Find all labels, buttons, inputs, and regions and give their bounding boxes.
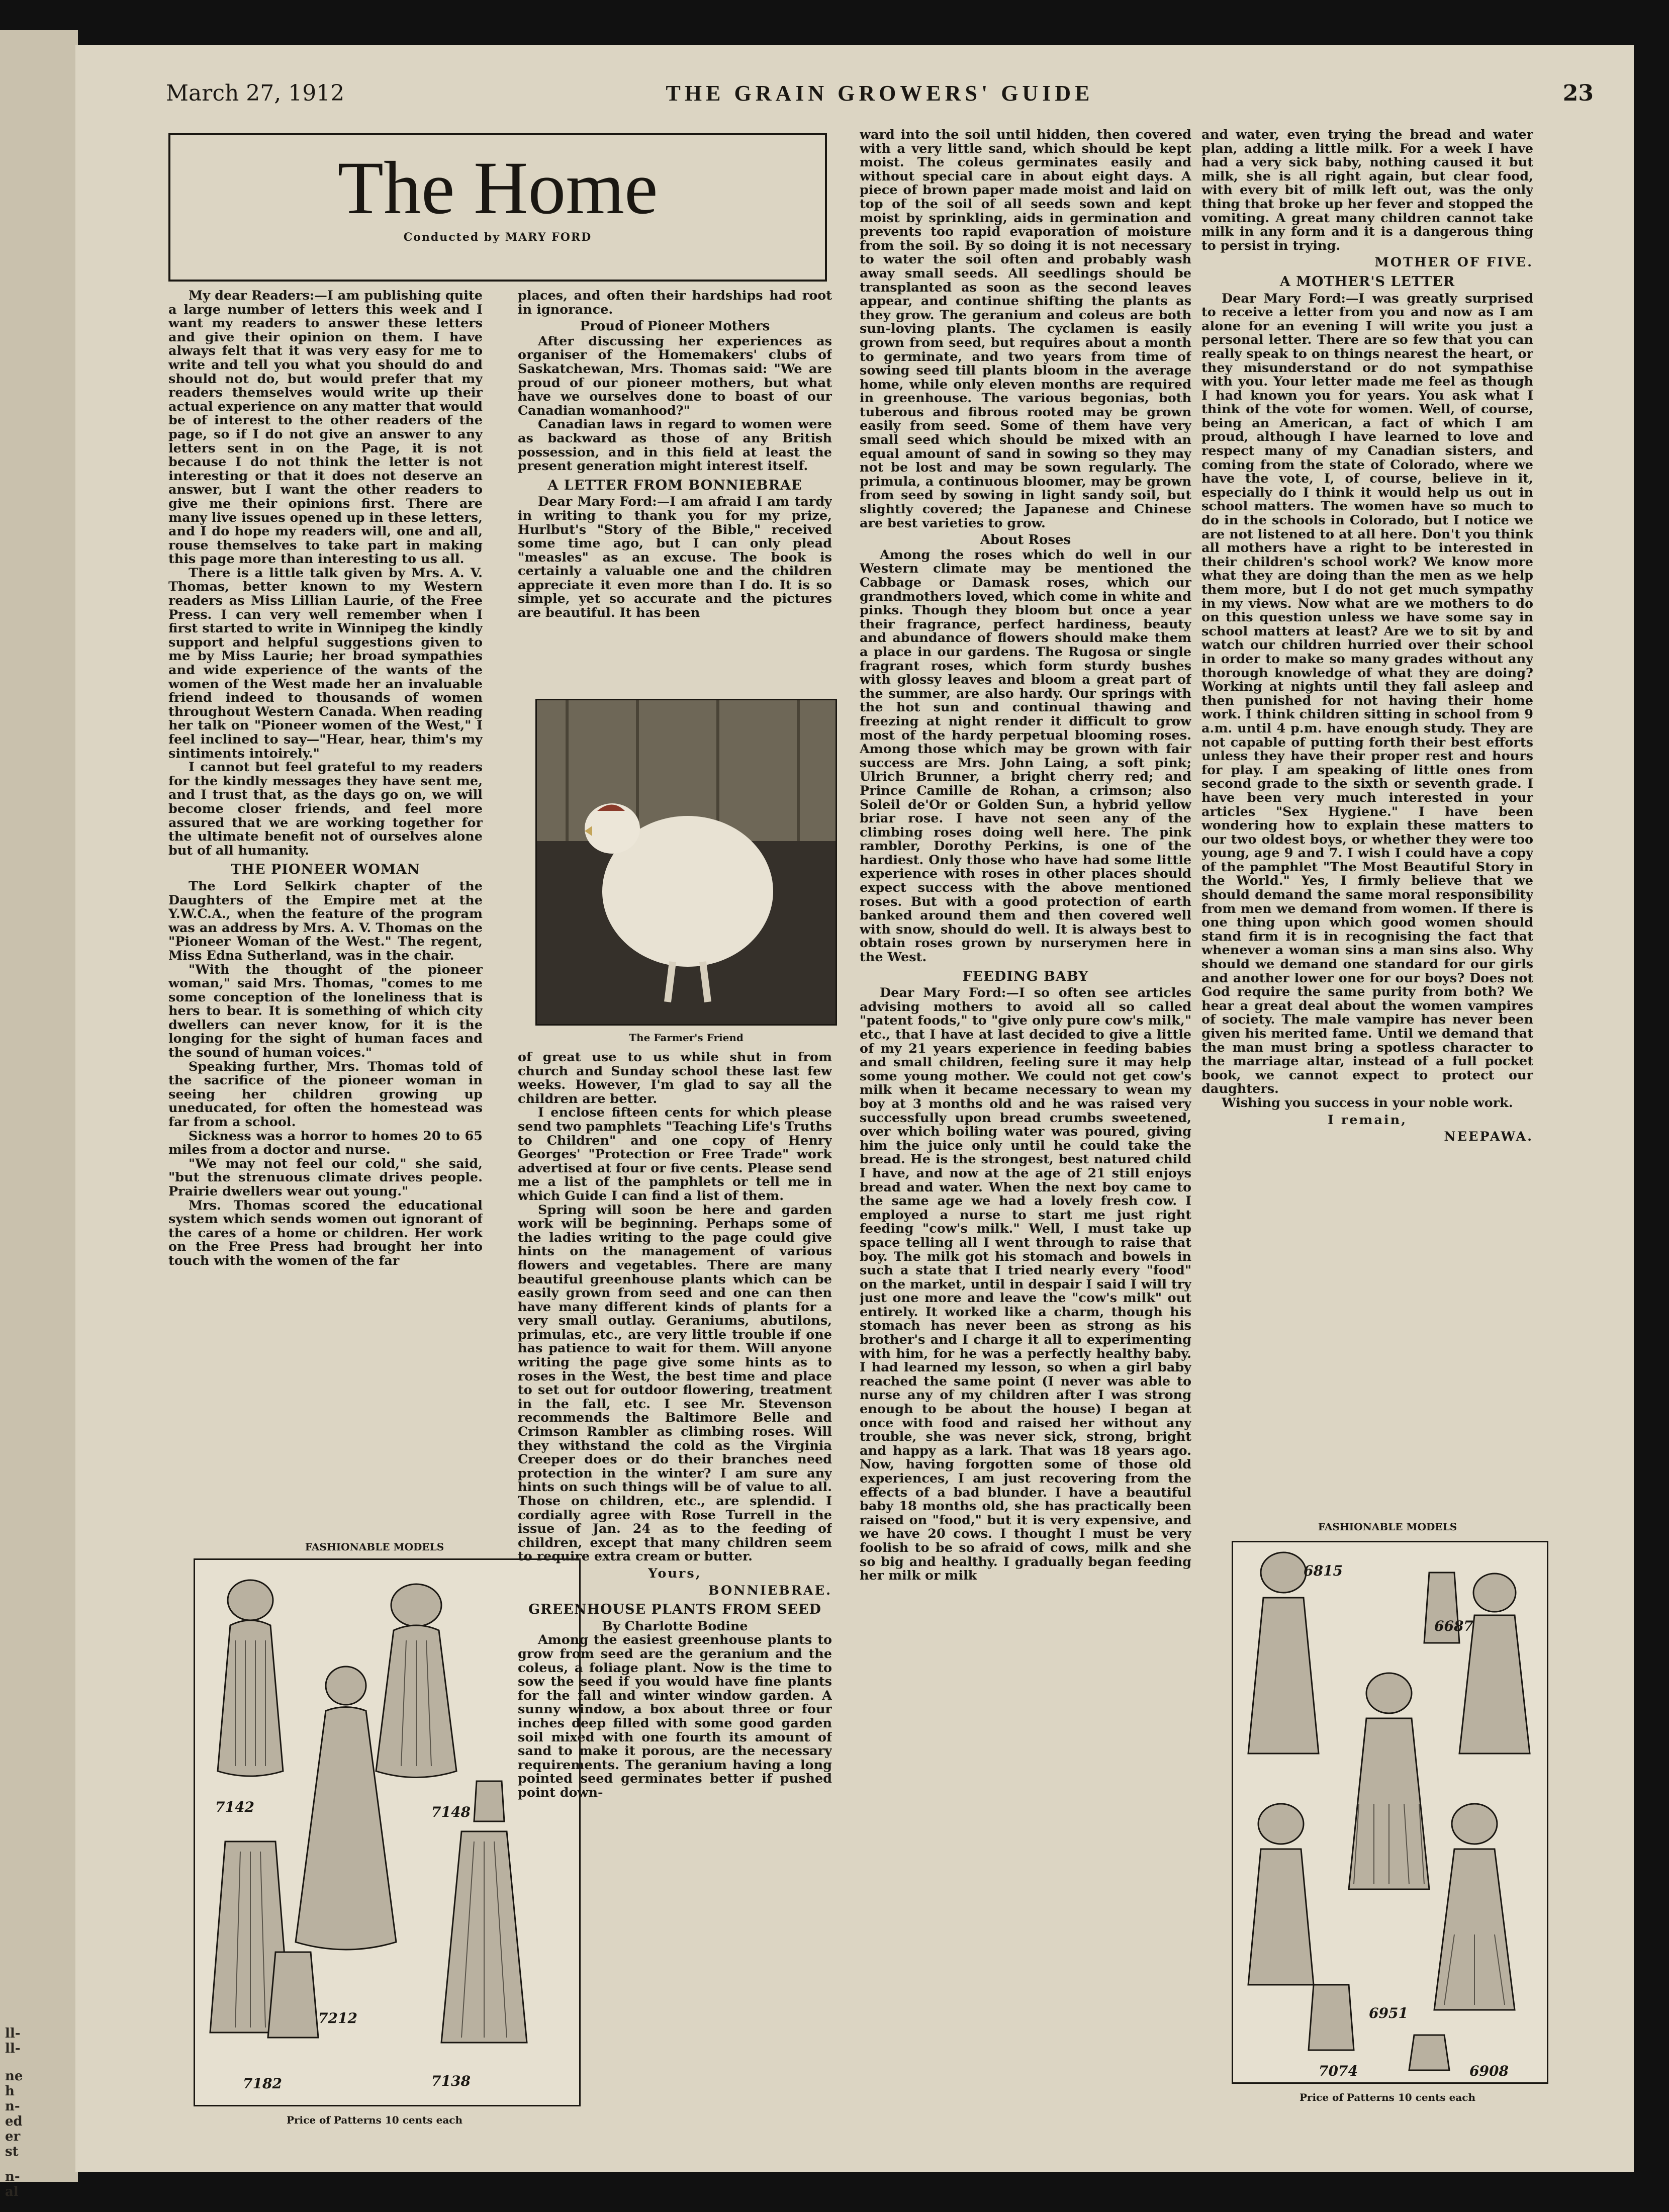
photo-caption: The Farmer's Friend [629,1032,744,1044]
pattern-number: 7148 [431,1804,471,1820]
pattern-number: 7182 [243,2075,282,2092]
prev-page-fragment: n- [5,2169,20,2184]
pattern-number: 6815 [1304,1562,1343,1579]
pattern-number: 6951 [1369,2005,1408,2021]
prev-page-fragment: ll- [5,2026,21,2041]
page-number: 23 [1562,80,1594,106]
paragraph: Speaking further, Mrs. Thomas told of the sacrifice of the pioneer woman in seeing her children growing up uneducated, for often the homestead was far from a school. [168,1059,483,1130]
signature-bonniebrae: BONNIEBRAE. [708,1583,832,1598]
prev-page-fragment: er [5,2129,21,2144]
paragraph: Sickness was a horror to homes 20 to 65 miles from a doctor and nurse. [168,1128,483,1158]
paragraph: Canadian laws in regard to women were as backward as those of any British possession, and in this field at least the present generation might interest itself. [518,417,832,474]
newspaper-title: THE GRAIN GROWERS' GUIDE [666,81,1094,106]
closing: I remain, [1327,1112,1408,1128]
headline-feeding-baby: FEEDING BABY [962,968,1089,984]
paragraph: I enclose fifteen cents for which please send two pamphlets "Teaching Life's Truths to Children" and one copy of Henry Georges' "Protection or Free Trade" work advertised at four or five cents. Please send me a list of the pamphlets or tell me in which Guide I can find a list of them. [518,1105,832,1204]
pattern-number: 7212 [318,2010,357,2026]
issue-date: March 27, 1912 [166,80,345,106]
paragraph: The Lord Selkirk chapter of the Daughters of the Empire met at the Y.W.C.A., when the feature of the program was an address by Mrs. A. V. Thomas on the "Pioneer Woman of the West." The regent, Miss Edna Sutherland, was in the chair. [168,878,483,963]
prev-page-fragment: h [5,2084,15,2099]
closing: Yours, [648,1565,702,1581]
pattern-number: 7142 [215,1799,254,1815]
fashion-illustration-right [1232,1541,1548,2084]
pattern-number: 6687 [1434,1618,1473,1634]
section-byline: Conducted by MARY FORD [403,231,592,244]
prev-page-fragment: ne [5,2069,23,2084]
prev-page-fragment: al [5,2184,19,2199]
paragraph: Among the easiest greenhouse plants to grow from seed are the geranium and the coleus, a foliage plant. Now is the time to sow the seed if you would have fine plants for the fall and winter window garden. A sunny window, a box about three or four inches deep filled with some good garden soil mixed with one fourth its amount of sand to make it porous, are the necessary requirements. The geranium having a long pointed seed germinates better if pushed point down- [518,1632,832,1800]
paragraph: "We may not feel our cold," she said, "but the strenuous climate drives people. Prairie dwellers wear out young." [168,1156,483,1199]
hen-image [537,700,836,1024]
signature-neepawa: NEEPAWA. [1444,1129,1533,1145]
column-2-top [518,289,832,709]
subhead-about-roses: About Roses [980,532,1071,548]
previous-page-margin [0,30,78,2199]
paragraph: After discussing her experiences as organiser of the Homemakers' clubs of Saskatchewan, Mrs. Thomas said: "We are proud of our pioneer mothers, but what have we ourselves done to boast of our Canadian womanhood?" [518,333,832,418]
paragraph: Among the roses which do well in our Western climate may be mentioned the Cabbage or Damask roses, which our grandmothers loved, which come in white and pinks. Though they bloom but once a year their fragrance, perfect hardiness, beauty and abundance of flowers should make them a place in our gardens. The Rugosa or single fragrant roses, which form sturdy bushes with glossy leaves and bloom a great part of the summer, are also hardy. Our springs with the hot sun and continual thawing and freezing at night render it difficult to grow most of the hardy perpetual blooming roses. Among those which may be grown with fair success are Mrs. John Laing, a soft pink; Ulrich Brunner, a bright cherry red; and Prince Camille de Rohan, a crimson; also Soleil de'Or or Golden Sun, a hybrid yellow briar rose. I have not seen any of the climbing roses doing well here. The pink rambler, Dorothy Perkins, is one of the hardiest. Only those who have had some little experience with roses in other places should expect success with the above mentioned roses. But with a good protection of earth banked around them and then covered well with snow, should do well. It is always best to obtain roses grown by nurserymen here in the West. [860,547,1191,965]
signature-mother-of-five: MOTHER OF FIVE. [1374,255,1533,270]
page-header [166,80,1594,116]
subhead-proud-mothers: Proud of Pioneer Mothers [580,319,770,334]
headline-greenhouse-plants: GREENHOUSE PLANTS FROM SEED [528,1602,821,1618]
paragraph: and water, even trying the bread and water plan, adding a little milk. For a week I have had a very sick baby, nothing caused it but milk, she is all right again, but clear food, with every bit of milk left out, was the only thing that broke up her fever and stopped the vomiting. A great many children cannot take milk in any form and it is a dangerous thing to persist in trying. [1201,128,1533,253]
section-masthead [168,133,827,282]
fashion-title-right: FASHIONABLE MODELS [1318,1521,1457,1533]
fashion-title-left: FASHIONABLE MODELS [305,1541,444,1553]
fashion-figures-right [1233,1542,1547,2082]
paragraph: My dear Readers:—I am publishing quite a large number of letters this week and I want my readers to answer these letters and give their opinion on them. I have always felt that it was very easy for me to write and tell you what you should do and should not do, but would prefer that my readers themselves would write up their actual experience on any matter that would be of interest to the other readers of the page, so if I do not give an answer to any letters sent in on the Page, it is not because I do not think the letter is not interesting or that it does not deserve an answer, but I want the other readers to give me their opinions first. There are many live issues opened up in these letters, and I do hope my readers will, one and all, rouse themselves to take part in making this page more than interesting to us all. [168,289,483,567]
prev-page-fragment: ed [5,2114,23,2129]
pattern-number: 7074 [1319,2063,1358,2079]
paragraph: places, and often their hardships had root in ignorance. [518,289,832,317]
paragraph: Wishing you success in your noble work. [1222,1095,1513,1111]
column-2-bottom [518,1051,832,2111]
paragraph: Dear Mary Ford:—I am afraid I am tardy in writing to thank you for my prize, Hurlbut's "Story of the Bible," received some time ago, but I can only plead "measles" as an excuse. The book is certainly a valuable one and the children appreciate it even more than I do. It is so simple, yet so accurate and the pictures are beautiful. It has been [518,494,832,621]
headline-pioneer-woman: THE PIONEER WOMAN [231,862,420,878]
pattern-number: 7138 [431,2073,471,2089]
fashion-caption-right: Price of Patterns 10 cents each [1299,2091,1475,2103]
column-1 [168,289,483,1536]
fashion-caption-left: Price of Patterns 10 cents each [286,2114,462,2126]
article-byline: By Charlotte Bodine [602,1618,748,1634]
column-4 [1201,128,1533,1508]
paragraph: There is a little talk given by Mrs. A. V. Thomas, better known to my Western readers as Miss Lillian Laurie, of the Free Press. I can very well remember when I first started to write in Winnipeg the kindly support and helpful suggestions given to me by Miss Laurie; her broad sympathies and wide experience of the wants of the women of the West made her an invaluable friend indeed to thousands of women throughout Western Canada. When reading her talk on "Pioneer women of the West," I feel inclined to say—"Hear, hear, thim's my sintiments intoirely." [168,565,483,761]
paragraph: Mrs. Thomas scored the educational system which sends women out ignorant of the cares of a home or children. Her work on the Free Press had brought her into touch with the women of the far [168,1197,483,1268]
prev-page-fragment: n- [5,2099,20,2114]
paragraph: "With the thought of the pioneer woman," said Mrs. Thomas, "comes to me some conception of the loneliness that is hers to bear. It is something of which city dwellers can never know, for it is the longing for the sight of human faces and the sound of human voices." [168,962,483,1061]
paragraph: I cannot but feel grateful to my readers for the kindly messages they have sent me, and I trust that, as the days go on, we will become closer friends, and feel more assured that we are working together for the ultimate benefit not of ourselves alone but of all humanity. [168,760,483,858]
prev-page-fragment: ll- [5,2041,21,2056]
headline-mothers-letter: A MOTHER'S LETTER [1279,273,1455,290]
section-title: The Home [337,146,658,230]
pattern-number: 6908 [1469,2063,1509,2079]
paragraph: Dear Mary Ford:—I was greatly surprised to receive a letter from you and now as I am alone for an evening I will write you just a personal letter. There are so few that you can really speak to on things nearest the heart, or they misunderstand or do not sympathise with you. Your letter made me feel as though I had known you for years. You ask what I think of the vote for women. Well, of course, being an American, a fact of which I am proud, although I have learned to love and respect many of my Canadian sisters, and coming from the state of Colorado, where we have the vote, I, of course, believe in it, especially do I think it would help us out in school matters. The women have so much to do in the schools in Colorado, but I notice we are not listened to at all here. Don't you think all mothers have a right to be interested in their children's school work? We know more what they are doing than the men as we help them more, but I do not get much sympathy in my views. Now what are we mothers to do on this question unless we have some say in school matters at least? Are we to sit by and watch our children hurried over their school in order to make so many grades without any thorough knowledge of what they are doing? Working at nights until they fall asleep and then punished for not having their home work. I think children sitting in school from 9 a.m. until 4 p.m. have enough study. They are not capable of putting forth their best efforts unless they have their proper rest and hours for play. I am speaking of little ones from second grade to the sixth or seventh grade. I have been very much interested in your articles "Sex Hygiene." I have been wondering how to explain these matters to our two oldest boys, or whether they were too young, age 9 and 7. I wish I could have a copy of the pamphlet "The Most Beautiful Story in the World." Yes, I firmly believe that we should demand the same moral responsibility from men we demand from women. If there is one thing upon which good women should stand firm it is in recognising the fact that whenever a woman sins a man sins also. Why should we demand one standard for our girls and another lower one for our boys? Does not God require the same purity from both? We hear a great deal about the women vampires of society. The male vampire has never been given his merited fame. Until we demand that the man must bring a spotless character to the marriage altar, instead of a full pocket book, we cannot expect to protect our daughters. [1201,291,1533,1097]
prev-page-fragment: st [5,2144,19,2159]
column-3 [860,128,1191,2116]
headline-letter-bonniebrae: A LETTER FROM BONNIEBRAE [547,477,802,493]
paragraph: ward into the soil until hidden, then covered with a very little sand, which should be kept moist. The coleus germinates easily and without special care in about eight days. A piece of brown paper made moist and laid on top of the soil of all seeds sown and kept moist by sprinkling, aids in germination and prevents too rapid evaporation of moisture from the soil. By so doing it is not necessary to water the soil often and probably wash away small seeds. All seedlings should be transplanted as soon as the second leaves appear, and continue shifting the plants as they grow. The geranium and coleus are both sun-loving plants. The cyclamen is easily grown from seed, but requires about a month to germinate, and two years from time of sowing seed till plants bloom in the average home, while only eleven months are required in greenhouse. The various begonias, both tuberous and fibrous rooted may be grown easily from seed. Some of them have very small seed which should be mixed with an equal amount of sand in sowing so they may not be lost and may be sown regularly. The primula, a continuous bloomer, may be grown from seed by sowing in light sandy soil, but slightly covered; the Japanese and Chinese are best varieties to grow. [860,128,1191,531]
hen-photograph [535,699,837,1026]
paragraph: Spring will soon be here and garden work will be beginning. Perhaps some of the ladies writing to the page could give hints on the management of various flowers and vegetables. There are many beautiful greenhouse plants which can be easily grown from seed and one can then have many different kinds of plants for a very small outlay. Geraniums, abutilons, primulas, etc., are very little trouble if one has patience to wait for them. Will anyone writing the page give some hints as to roses in the West, the best time and place to set out for outdoor flowering, treatment in the fall, etc. I see Mr. Stevenson recommends the Baltimore Belle and Crimson Rambler as climbing roses. Will they withstand the cold as the Virginia Creeper does or do their branches need protection in the winter? I am sure any hints on such things will be of value to all. Those on children, etc., are splendid. I cordially agree with Rose Turrell in the issue of Jan. 24 as to the feeding of children, except that many children seem to require extra cream or butter. [518,1202,832,1564]
paragraph: of great use to us while shut in from church and Sunday school these last few weeks. However, I'm glad to say all the children are better. [518,1051,832,1107]
newspaper-page [75,45,1634,2172]
paragraph: Dear Mary Ford:—I so often see articles advising mothers to avoid all so called "patent foods," to "give only pure cow's milk," etc., that I have at last decided to give a little of my 21 years experience in feeding babies and small children, feeling sure it may help some young mother. We could not get cow's milk when it became necessary to wean my boy at 3 months old and he was raised very successfully upon bread crumbs sweetened, over which boiling water was poured, giving him the juice only until he could take the bread. He is the strongest, best natured child I have, and now at the age of 21 still enjoys bread and water. When the next boy came to the same age we had a lovely fresh cow. I employed a nurse to start me just right feeding "cow's milk." Well, I must take up space telling all I went through to raise that boy. The milk got his stomach and bowels in such a state that I tried nearly every "food" on the market, until in despair I said I will try just one more and leave the "cow's milk" out entirely. It worked like a charm, though his stomach has never been as strong as his brother's and I charge it all to experimenting with him, for he was a perfectly healthy baby. I had learned my lesson, so when a girl baby reached the same point (I never was able to nurse any of my children after I was strong enough to be about the house) I began at once with food and raised her without any trouble, she was never sick, strong, bright and happy as a lark. That was 18 years ago. Now, having forgotten some of those old experiences, I am just recovering from the effects of a bad blunder. I have a beautiful baby 18 months old, she has practically been raised on "food," but it is very expensive, and we have 20 cows. I thought I must be very foolish to be so afraid of cows, milk and she so big and healthy. I gradually began feeding her milk or milk [860,985,1191,1584]
